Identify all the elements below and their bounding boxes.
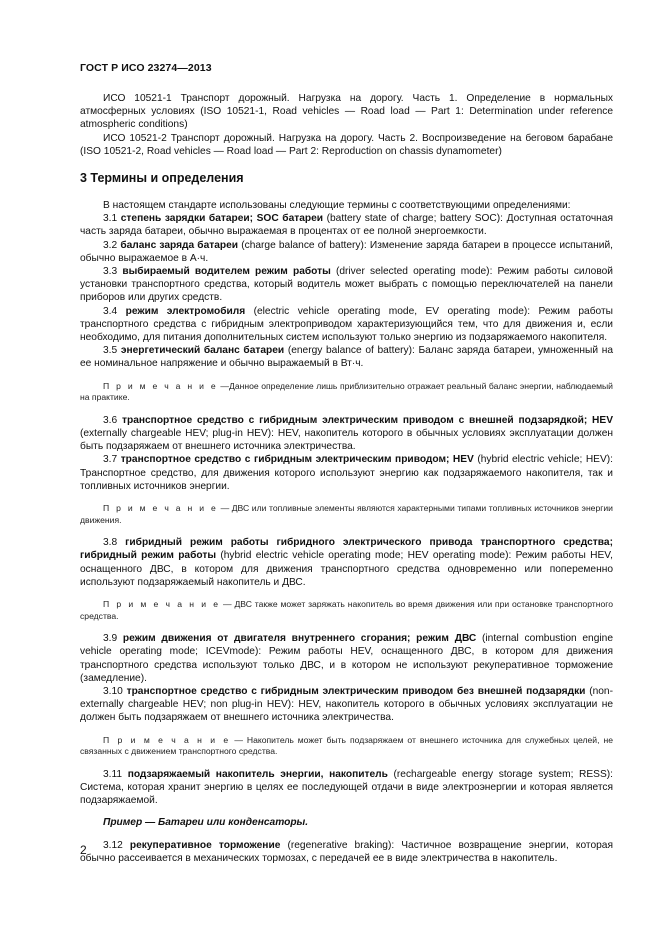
term-name: режим движения от двигателя внутреннего сгорания; режим ДВС <box>122 633 477 645</box>
term-definition: (internal combustion engine vehicle operating mode; ICEVmode): Режим работы HEV, оснащенного ДВС, в котором для движения транспортного средства используют только ДВС, и в котором не используют рекуперативное торможение (замедление). <box>80 633 613 684</box>
term-number: 3.3 <box>103 266 118 278</box>
term-definition: (battery state of charge; battery SOC): Доступная остаточная часть заряда батареи, обычно выражаемая в процентах от ее полной энергоемкости. <box>80 213 613 238</box>
term-3-1 <box>80 212 613 238</box>
term-number: 3.6 <box>103 414 118 426</box>
term-3-6 <box>80 414 613 454</box>
term-name: подзаряжаемый накопитель энергии, накопитель <box>127 768 388 780</box>
section-intro: В настоящем стандарте использованы следующие термины с соответствующими определениями: <box>103 200 571 212</box>
term-name: транспортное средство с гибридным электрическим приводом без внешней подзарядки <box>126 686 586 698</box>
note-3-7 <box>80 503 613 526</box>
norm-ref-10521-1: ИСО 10521-1 Транспорт дорожный. Нагрузка на дорогу. Часть 1. Определение в нормальных атмосферных условиях (ISO 10521-1, Road vehicles — Road load — Part 1: Determination under reference atmospheric conditions) <box>80 93 613 131</box>
term-name: транспортное средство с гибридным электрическим приводом; HEV <box>120 454 474 466</box>
term-definition: (rechargeable energy storage system; RESS): Система, которая хранит энергию в целях ее последующей отдачи в виде электроэнергии и которая является подзаряжаемой. <box>80 768 613 807</box>
term-definition: (driver selected operating mode): Режим работы силовой установки транспортного средства, который водитель может выбрать с помощью переключателей на панели приборов или других средств. <box>80 266 613 304</box>
note-label: П р и м е ч а н и е <box>103 380 218 391</box>
note-3-10 <box>80 735 613 758</box>
term-name: энергетический баланс батареи <box>120 345 285 357</box>
term-name: гибридный режим работы гибридного электрического привода транспортного средства; гибридный режим работы <box>80 537 613 562</box>
term-name: режим электромобиля <box>125 305 246 317</box>
term-number: 3.4 <box>103 305 118 317</box>
term-number: 3.9 <box>103 633 118 645</box>
note-text: — ДВС также может заряжать накопитель во время движения или при остановке транспортного средства. <box>80 599 613 621</box>
term-3-5 <box>80 344 613 370</box>
note-text: — ДВС или топливные элементы являются характерными типами топливных источников энергии движения. <box>80 503 613 525</box>
standard-id: ГОСТ Р ИСО 23274—2013 <box>80 62 212 74</box>
term-name: степень зарядки батареи; SOC батареи <box>120 213 324 225</box>
term-number: 3.11 <box>103 768 123 780</box>
term-number: 3.1 <box>103 213 118 225</box>
term-3-3 <box>80 265 613 305</box>
note-label: П р и м е ч а н и е <box>103 503 218 514</box>
term-name: транспортное средство с гибридным электрическим приводом с внешней подзарядкой; HEV <box>121 414 613 426</box>
document-page <box>80 62 613 865</box>
term-definition: (hybrid electric vehicle operating mode; HEV operating mode): Режим работы HEV, оснащенного ДВС, в котором для движения транспортного средства одновременно или попеременно используют подзаряжаемый накопитель и ДВС. <box>80 550 613 588</box>
term-3-7 <box>80 453 613 493</box>
note-3-5 <box>80 381 613 404</box>
term-number: 3.10 <box>103 686 123 698</box>
term-definition: (electric vehicle operating mode, EV operating mode): Режим работы транспортного средства с гибридным электроприводом характеризующийся тем, что для движения и, если необходимо, для питания дополнительных систем используют только энергию из подзаряжаемого накопителя. <box>80 305 613 344</box>
note-label: П р и м е ч а н и е <box>103 734 231 745</box>
term-name: рекуперативное торможение <box>129 839 281 851</box>
term-definition: (regenerative braking): Частичное возвращение энергии, которая обычно рассеивается в механических тормозах, с передачей ее в виде электричества в накопитель. <box>80 839 613 864</box>
term-definition: (charge balance of battery): Изменение заряда батареи в процессе испытаний, обычно выражаемое в А·ч. <box>80 239 613 264</box>
norm-ref-10521-2: ИСО 10521-2 Транспорт дорожный. Нагрузка на дорогу. Часть 2. Воспроизведение на беговом барабане (ISO 10521-2, Road vehicles — Road load — Part 2: Reproduction on chassis dynamometer) <box>80 132 613 157</box>
term-number: 3.7 <box>103 454 118 466</box>
term-3-12 <box>80 839 613 865</box>
term-number: 3.5 <box>103 345 118 357</box>
term-3-4 <box>80 305 613 345</box>
term-name: выбираемый водителем режим работы <box>122 266 331 278</box>
note-3-8 <box>80 599 613 622</box>
note-text: —Данное определение лишь приблизительно отражает реальный баланс энергии, наблюдаемый на практике. <box>80 380 613 403</box>
term-number: 3.8 <box>103 537 118 549</box>
note-label: П р и м е ч а н и е <box>103 599 221 610</box>
term-definition: (non-externally chargeable HEV; non plug-in HEV): HEV, накопитель которого в обычных условиях эксплуатации не должен быть подзаряжаем от внешнего источника электричества. <box>80 686 613 724</box>
page-number: 2 <box>80 843 87 857</box>
note-text: — Накопитель может быть подзаряжаем от внешнего источника для служебных целей, не связанных с движением транспортного средства. <box>80 734 613 757</box>
term-3-11 <box>80 768 613 808</box>
term-definition: (hybrid electric vehicle; HEV): Транспортное средство, для движения которого используют энергию как подзаряжаемого накопителя, так и топливных источников энергии. <box>80 454 613 492</box>
term-name: баланс заряда батареи <box>120 239 239 251</box>
example-3-11: Пример — Батареи или конденсаторы. <box>103 817 309 829</box>
term-3-2 <box>80 239 613 265</box>
term-definition: (energy balance of battery): Баланс заряда батареи, умноженный на ее номинальное напряжение и обычно выражаемый в Вт·ч. <box>80 345 613 370</box>
term-definition: (externally chargeable HEV; plug-in HEV): HEV, накопитель которого в обычных условиях эксплуатации должен быть подзаряжаем от внешнего источника электричества. <box>80 428 613 453</box>
term-3-10 <box>80 685 613 725</box>
term-3-9 <box>80 632 613 685</box>
section-title: 3 Термины и определения <box>80 171 244 186</box>
term-3-8 <box>80 536 613 589</box>
term-number: 3.2 <box>103 239 118 251</box>
term-number: 3.12 <box>103 839 123 851</box>
